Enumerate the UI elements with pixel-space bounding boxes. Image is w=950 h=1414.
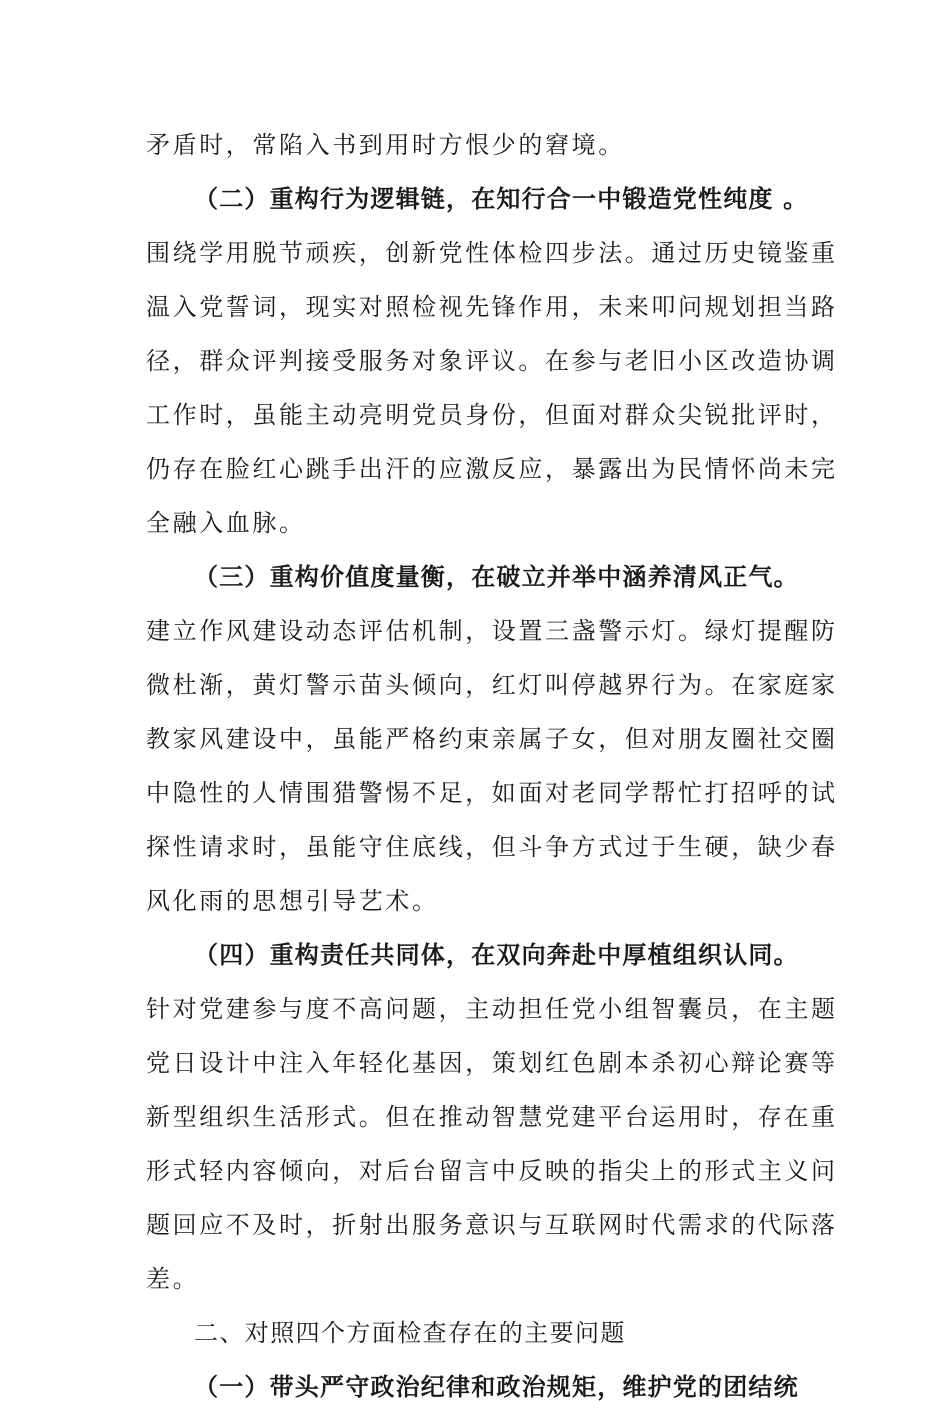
body-text-line: 矛盾时，常陷入书到用时方恨少的窘境。	[146, 131, 625, 159]
section-heading: 二、对照四个方面检查存在的主要问题	[194, 1319, 626, 1347]
body-text-line: 径，群众评判接受服务对象评议。在参与老旧小区改造协调	[146, 347, 838, 375]
body-text-line: 全融入血脉。	[146, 509, 306, 537]
body-text-line: 针对党建参与度不高问题，主动担任党小组智囊员，在主题	[146, 995, 838, 1023]
body-text-line: 探性请求时，虽能守住底线，但斗争方式过于生硬，缺少春	[146, 833, 838, 861]
body-text-line: 风化雨的思想引导艺术。	[146, 887, 439, 915]
subheading-4: （四）重构责任共同体，在双向奔赴中厚植组织认同。	[194, 940, 799, 969]
document-page	[146, 118, 838, 1414]
body-text-line: 党日设计中注入年轻化基因，策划红色剧本杀初心辩论赛等	[146, 1049, 838, 1077]
subheading-3: （三）重构价值度量衡，在破立并举中涵养清风正气。	[194, 562, 799, 591]
body-text-line: 差。	[146, 1265, 200, 1293]
subheading-2: （二）重构行为逻辑链，在知行合一中锻造党性纯度 。	[194, 184, 809, 213]
body-text-line: 建立作风建设动态评估机制，设置三盏警示灯。绿灯提醒防	[146, 617, 838, 645]
body-text-line: 形式轻内容倾向，对后台留言中反映的指尖上的形式主义问	[146, 1157, 838, 1185]
body-text-line: 温入党誓词，现实对照检视先锋作用，未来叩问规划担当路	[146, 293, 838, 321]
body-text-line: 新型组织生活形式。但在推动智慧党建平台运用时，存在重	[146, 1103, 838, 1131]
body-text-line: 工作时，虽能主动亮明党员身份，但面对群众尖锐批评时，	[146, 401, 838, 429]
body-text-line: 教家风建设中，虽能严格约束亲属子女，但对朋友圈社交圈	[146, 725, 838, 753]
body-text-line: 微杜渐，黄灯警示苗头倾向，红灯叫停越界行为。在家庭家	[146, 671, 838, 699]
body-text-line: 围绕学用脱节顽疾，创新党性体检四步法。通过历史镜鉴重	[146, 239, 838, 267]
body-text-line: 题回应不及时，折射出服务意识与互联网时代需求的代际落	[146, 1211, 838, 1239]
subheading-1: （一）带头严守政治纪律和政治规矩，维护党的团结统	[194, 1372, 799, 1401]
body-text-line: 仍存在脸红心跳手出汗的应激反应，暴露出为民情怀尚未完	[146, 455, 838, 483]
body-text-line: 中隐性的人情围猎警惕不足，如面对老同学帮忙打招呼的试	[146, 779, 838, 807]
